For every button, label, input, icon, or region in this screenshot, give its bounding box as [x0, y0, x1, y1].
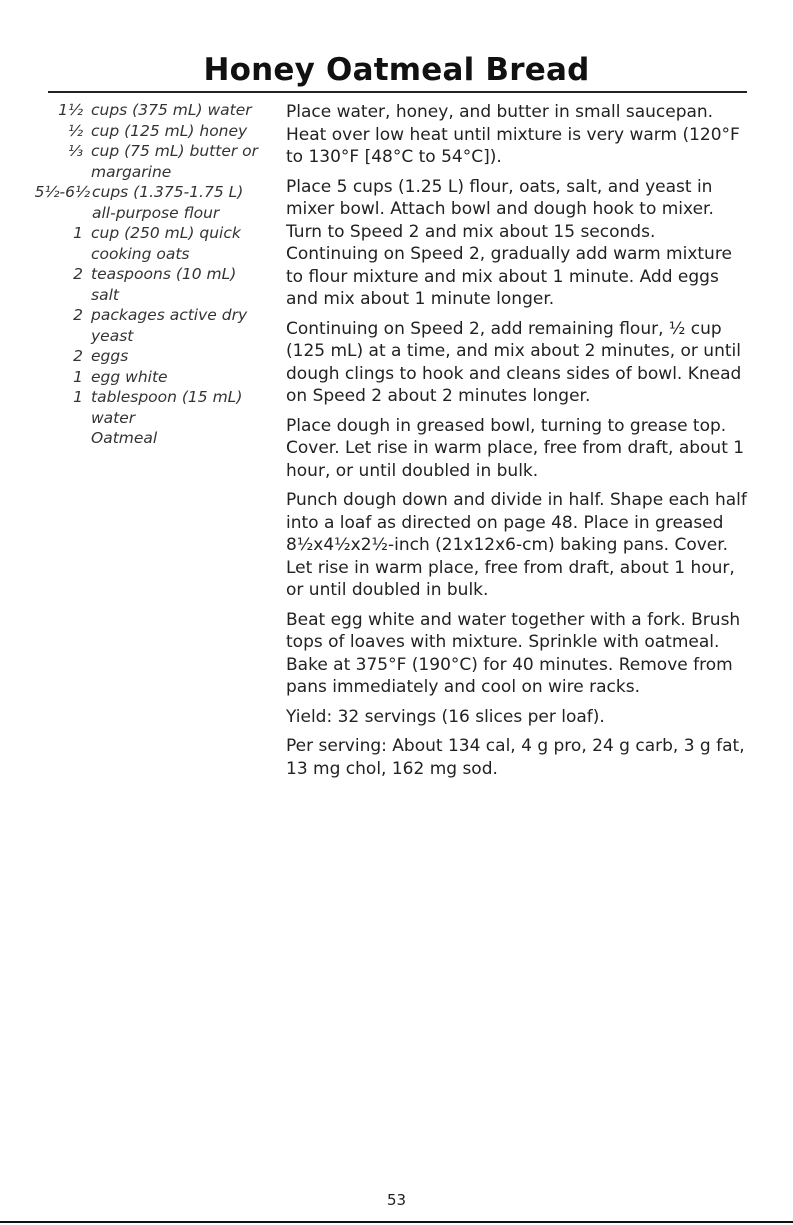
ingredient-item	[0, 141, 262, 182]
bottom-divider	[0, 1221, 793, 1223]
ingredient-text: cup (250 mL) quick cooking oats	[91, 224, 241, 263]
ingredient-text: cups (375 mL) water	[91, 101, 252, 119]
instruction-paragraph: Punch dough down and divide in half. Shape each half into a loaf as directed on page 48. Place in greased 8½x4½x2½-inch (21x12x6-cm) baking pans. Cover. Let rise in warm place, free from draft, about 1 hour, or until doubled in bulk.	[286, 490, 747, 600]
ingredient-text: cup (125 mL) honey	[91, 121, 248, 140]
ingredient-item	[0, 305, 262, 346]
ingredient-text: cups (1.375-1.75 L) all-purpose flour	[92, 183, 244, 222]
nutrition-text: Per serving: About 134 cal, 4 g pro, 24 g carb, 3 g fat, 13 mg chol, 162 mg sod.	[286, 736, 745, 779]
ingredient-item	[0, 121, 262, 142]
instruction-paragraph: Place water, honey, and butter in small saucepan. Heat over low heat until mixture is very warm (120°F to 130°F [48°C to 54°C]).	[286, 102, 740, 167]
ingredient-item	[0, 428, 262, 449]
instruction-paragraph: Place dough in greased bowl, turning to grease top. Cover. Let rise in warm place, free from draft, about 1 hour, or until doubled in bulk.	[286, 415, 745, 481]
ingredient-item	[0, 182, 262, 223]
ingredient-qty: 5½-6½	[34, 183, 90, 201]
ingredient-text: egg white	[91, 367, 168, 386]
ingredient-text: Oatmeal	[91, 429, 158, 447]
ingredient-list	[0, 100, 262, 449]
ingredient-item	[0, 223, 262, 264]
ingredient-item	[0, 367, 262, 388]
ingredient-item	[0, 264, 262, 305]
ingredient-qty: 2	[73, 265, 83, 283]
ingredient-qty: 1	[73, 224, 83, 242]
ingredient-item	[0, 100, 262, 121]
ingredient-qty: 2	[73, 306, 83, 324]
ingredient-qty: ⅓	[67, 142, 83, 160]
title-divider	[48, 91, 747, 93]
ingredient-text: eggs	[91, 347, 129, 365]
yield-text: Yield: 32 servings (16 slices per loaf).	[286, 706, 605, 727]
ingredient-qty: 2	[73, 347, 83, 365]
ingredient-text: packages active dry yeast	[91, 306, 248, 345]
ingredient-qty: 1½	[58, 101, 83, 119]
ingredient-text: tablespoon (15 mL) water	[91, 388, 243, 427]
ingredient-item	[0, 387, 262, 428]
ingredient-item	[0, 346, 262, 367]
instruction-paragraph: Place 5 cups (1.25 L) flour, oats, salt, and yeast in mixer bowl. Attach bowl and dough hook to mixer. Turn to Speed 2 and mix about 15 seconds. Continuing on Speed 2, gradually add warm mixture to flour mixture and mix about 1 minute. Add eggs and mix about 1 minute longer.	[286, 176, 732, 309]
ingredient-qty: ½	[67, 121, 83, 140]
ingredient-qty: 1	[73, 367, 83, 386]
ingredient-text: cup (75 mL) butter or margarine	[91, 142, 259, 181]
page-title: Honey Oatmeal Bread	[203, 52, 590, 88]
ingredient-text: teaspoons (10 mL) salt	[91, 265, 237, 304]
instruction-paragraph: Beat egg white and water together with a fork. Brush tops of loaves with mixture. Sprinkle with oatmeal. Bake at 375°F (190°C) for 40 minutes. Remove from pans immediately and cool on wire racks.	[286, 609, 741, 697]
page-number: 53	[386, 1191, 407, 1209]
ingredient-qty: 1	[73, 388, 83, 406]
instruction-paragraph: Continuing on Speed 2, add remaining flour, ½ cup (125 mL) at a time, and mix about 2 minutes, or until dough clings to hook and cleans sides of bowl. Knead on Speed 2 about 2 minutes longer.	[286, 318, 742, 406]
recipe-instructions	[286, 101, 748, 787]
